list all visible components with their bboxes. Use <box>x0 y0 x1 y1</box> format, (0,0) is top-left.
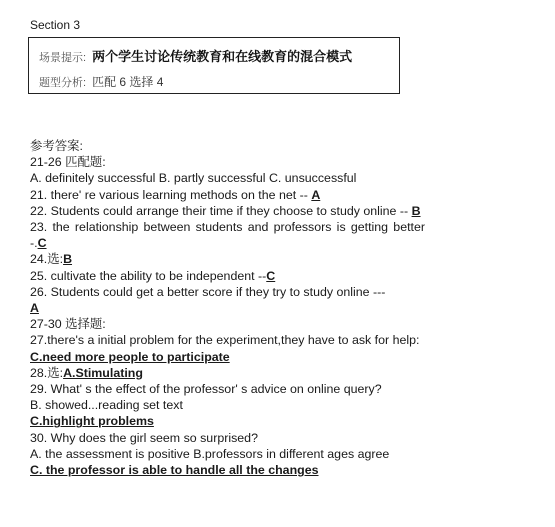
choice-heading: 27-30 选择题: <box>30 317 106 332</box>
question-22-text: 22. Students could arrange their time if they choose to study online -- <box>30 203 412 218</box>
answers-heading: 参考答案: <box>30 139 84 153</box>
question-29-option: B. showed...reading set text <box>30 398 183 413</box>
question-25 <box>30 268 425 284</box>
question-21 <box>30 187 425 203</box>
question-23-text: 23. the relationship between students and professors is getting better -. <box>30 220 425 251</box>
question-26-answer-line <box>30 300 425 316</box>
question-27: 27.there's a initial problem for the experiment,they have to ask for help: <box>30 333 420 348</box>
type-row <box>39 73 163 90</box>
question-28-text: 28.选: <box>30 365 64 380</box>
question-22 <box>30 203 425 219</box>
match-heading: 21-26 匹配题: <box>30 155 106 170</box>
question-29-answer: C.highlight problems <box>30 414 154 429</box>
answer-key <box>30 138 425 478</box>
question-27-answer: C.need more people to participate <box>30 349 230 364</box>
question-29: 29. What' s the effect of the professor' s advice on online query? <box>30 382 382 397</box>
question-28-answer: A.Stimulating <box>63 365 143 380</box>
scene-value: 两个学生讨论传统教育和在线教育的混合模式 <box>92 49 353 64</box>
type-label: 题型分析: <box>39 77 87 89</box>
question-30-options: A. the assessment is positive B.professors in different ages agree <box>30 446 390 461</box>
question-22-answer: B <box>411 203 421 218</box>
section-title: Section 3 <box>30 18 81 32</box>
scene-row <box>39 46 352 65</box>
question-23-answer: C <box>37 236 47 251</box>
question-25-answer: C <box>266 268 276 283</box>
match-options: A. definitely successful B. partly successful C. unsuccessful <box>30 171 357 186</box>
question-25-text: 25. cultivate the ability to be independent -- <box>30 268 267 283</box>
question-28 <box>30 365 425 381</box>
question-21-answer: A <box>311 187 321 202</box>
question-21-text: 21. there' re various learning methods on the net -- <box>30 187 312 202</box>
question-26-text: 26. Students could get a better score if they try to study online --- <box>30 284 386 299</box>
question-26-answer: A <box>30 301 39 316</box>
type-value: 匹配 6 选择 4 <box>92 75 164 89</box>
question-24-answer: B <box>63 252 73 267</box>
scene-label: 场景提示: <box>39 52 87 64</box>
question-24 <box>30 251 425 267</box>
question-23 <box>30 219 425 251</box>
question-30: 30. Why does the girl seem so surprised? <box>30 430 258 445</box>
question-30-answer: C. the professor is able to handle all the changes <box>30 463 319 478</box>
question-24-text: 24.选: <box>30 252 64 267</box>
question-26 <box>30 284 425 300</box>
scene-info-box <box>28 37 400 94</box>
